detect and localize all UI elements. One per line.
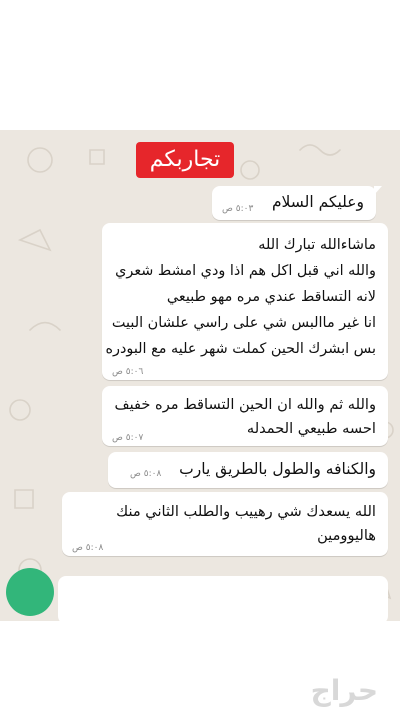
top-margin: [0, 0, 400, 130]
avatar[interactable]: [6, 568, 54, 616]
message-text: وعليكم السلام: [271, 193, 364, 211]
message-bubble[interactable]: [62, 492, 388, 556]
message-text: الله يسعدك شي رهييب والطلب الثاني منك هاليوومين: [116, 503, 376, 544]
banner-label: تجاربكم: [136, 142, 234, 178]
message-bubble[interactable]: [212, 186, 376, 220]
message-bubble[interactable]: [102, 223, 388, 380]
message-text: ماشاءالله تبارك الله والله اني قبل اكل هم اذا ودي امشط شعري لانه التساقط عندي مره مهو طبيعي انا غير ماالبس شي على راسي علشان البيت بس ابشرك الحين كملت شهر عليه مع البودره: [105, 237, 376, 357]
message-text: والكنافه والطول بالطريق يارب: [179, 460, 376, 478]
message-bubble[interactable]: [102, 386, 388, 446]
message-time: ٥:٠٨ ص: [130, 469, 162, 479]
message-time: ٥:٠٨ ص: [72, 543, 104, 553]
watermark-logo: حراج: [310, 674, 378, 707]
message-text: والله ثم والله ان الحين التساقط مره خفيف احسه طبيعي الحمدله: [114, 396, 376, 437]
message-bubble[interactable]: [108, 452, 388, 488]
message-time: ٥:٠٣ ص: [222, 204, 254, 214]
partial-message-bubble: [58, 576, 388, 624]
message-time: ٥:٠٦ ص: [112, 367, 144, 377]
message-time: ٥:٠٧ ص: [112, 433, 144, 443]
